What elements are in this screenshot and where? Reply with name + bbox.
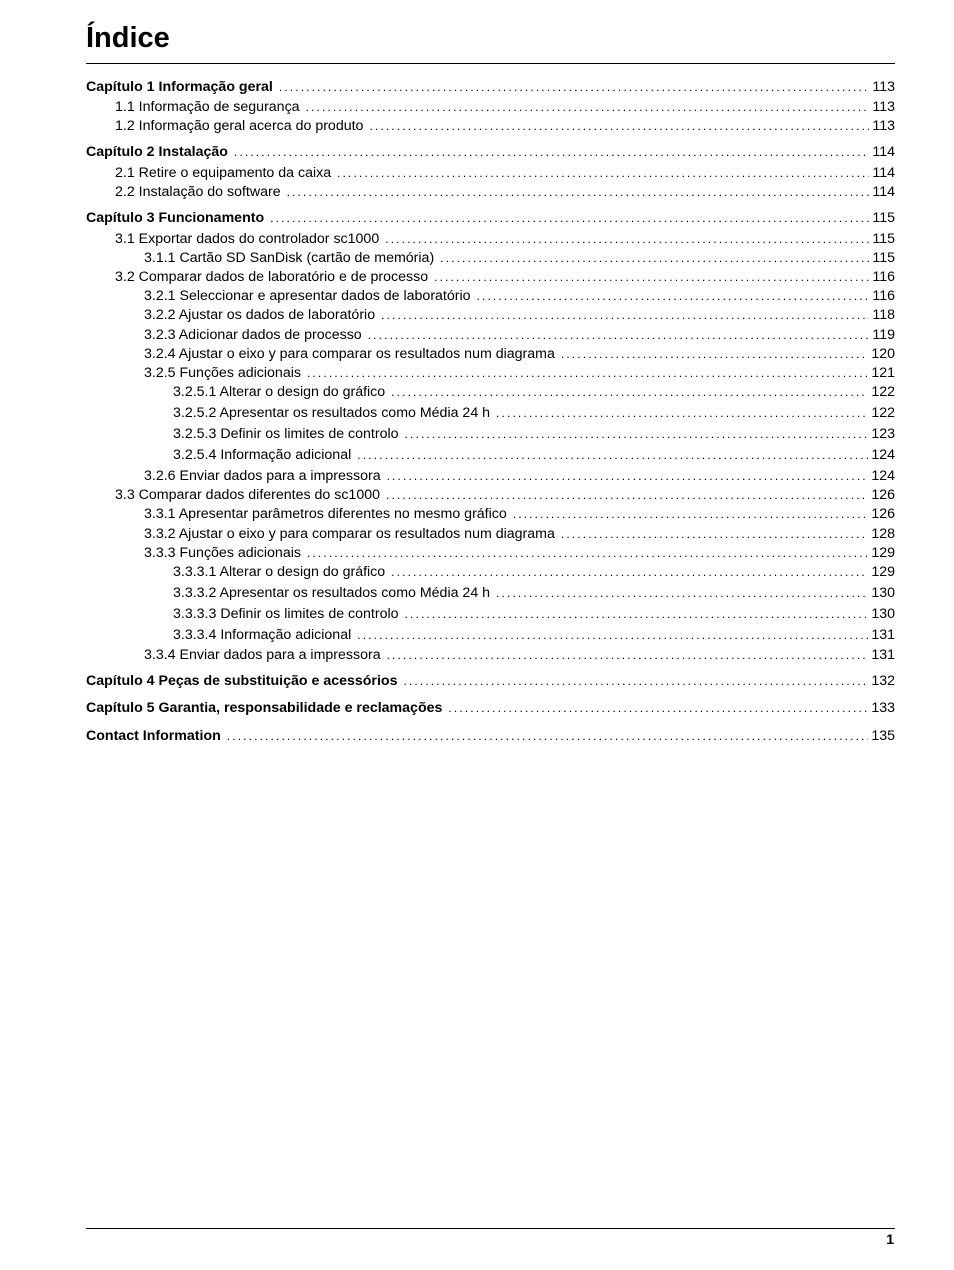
toc-entry-text[interactable]: 3.2.6 Enviar dados para a impressora <box>144 468 381 484</box>
toc-entry-page: 113 <box>872 118 895 134</box>
toc-entry-page: 133 <box>871 700 895 716</box>
dot-leader <box>369 117 869 135</box>
dot-leader <box>561 345 868 363</box>
toc-entry-page: 130 <box>871 585 895 601</box>
dot-leader <box>496 584 868 602</box>
dot-leader <box>234 143 869 161</box>
toc-entry-page: 113 <box>872 99 895 115</box>
toc-entry-text[interactable]: 3.3 Comparar dados diferentes do sc1000 <box>115 487 380 503</box>
toc-entry-page: 115 <box>872 231 895 247</box>
title-divider <box>86 63 895 64</box>
toc-entry-page: 114 <box>872 184 895 200</box>
toc-entry-text[interactable]: 3.3.3 Funções adicionais <box>144 545 301 561</box>
dot-leader <box>385 230 869 248</box>
toc-entry-page: 113 <box>872 79 895 95</box>
toc-entry-3-3-1[interactable] <box>144 505 895 523</box>
footer-divider <box>86 1228 895 1229</box>
toc-entry-1-1[interactable] <box>115 98 895 116</box>
toc-entry-3-2-6[interactable] <box>144 467 895 485</box>
toc-entry-text[interactable]: 3.2.5 Funções adicionais <box>144 365 301 381</box>
toc-entry-text[interactable]: Capítulo 5 Garantia, responsabilidade e reclamações <box>86 700 443 716</box>
toc-entry-page: 131 <box>871 647 895 663</box>
toc-entry-3-2-5[interactable] <box>144 364 895 382</box>
toc-entry-page: 131 <box>871 627 895 643</box>
toc-entry-text[interactable]: Capítulo 3 Funcionamento <box>86 210 265 226</box>
toc-entry-text[interactable]: 2.2 Instalação do software <box>115 184 281 200</box>
dot-leader <box>561 525 868 543</box>
dot-leader <box>337 164 869 182</box>
dot-leader <box>270 209 869 227</box>
dot-leader <box>403 672 868 690</box>
dot-leader <box>496 404 868 422</box>
toc-entry-3-3-3-1[interactable] <box>173 563 895 581</box>
dot-leader <box>477 287 870 305</box>
toc-entry-page: 129 <box>871 545 895 561</box>
toc-entry-2-2[interactable] <box>115 183 895 201</box>
page-title: Índice <box>86 22 170 54</box>
toc-entry-text[interactable]: 3.2 Comparar dados de laboratório e de processo <box>115 269 429 285</box>
dot-leader <box>357 626 868 644</box>
toc-entry-text[interactable]: 2.1 Retire o equipamento da caixa <box>115 165 332 181</box>
dot-leader <box>387 646 869 664</box>
toc-entry-text[interactable]: 3.2.2 Ajustar os dados de laboratório <box>144 307 376 323</box>
toc-entry-page: 128 <box>871 526 895 542</box>
dot-leader <box>306 98 870 116</box>
dot-leader <box>381 306 869 324</box>
dot-leader <box>405 605 869 623</box>
toc-entry-text[interactable]: 3.3.3.2 Apresentar os resultados como Média 24 h <box>173 585 491 601</box>
toc-entry-page: 123 <box>871 426 895 442</box>
toc-entry-3-3[interactable] <box>115 486 895 504</box>
dot-leader <box>279 78 870 96</box>
dot-leader <box>440 249 869 267</box>
toc-entry-text[interactable]: 3.2.4 Ajustar o eixo y para comparar os resultados num diagrama <box>144 346 555 362</box>
toc-entry-text[interactable]: 1.2 Informação geral acerca do produto <box>115 118 364 134</box>
toc-entry-text[interactable]: 1.1 Informação de segurança <box>115 99 300 115</box>
toc-entry-page: 135 <box>871 728 895 744</box>
toc-entry-text[interactable]: 3.2.5.1 Alterar o design do gráfico <box>173 384 386 400</box>
toc-entry-chapter-4[interactable] <box>86 672 895 690</box>
toc-entry-page: 118 <box>872 307 895 323</box>
toc-entry-text[interactable]: 3.2.3 Adicionar dados de processo <box>144 327 362 343</box>
dot-leader <box>287 183 870 201</box>
dot-leader <box>391 563 868 581</box>
toc-entry-3-2-5-2[interactable] <box>173 404 895 422</box>
toc-entry-text[interactable]: 3.3.4 Enviar dados para a impressora <box>144 647 381 663</box>
toc-entry-page: 115 <box>872 250 895 266</box>
dot-leader <box>386 486 868 504</box>
toc-entry-text[interactable]: Capítulo 4 Peças de substituição e acessórios <box>86 673 398 689</box>
toc-entry-page: 124 <box>871 468 895 484</box>
toc-entry-text[interactable]: 3.1 Exportar dados do controlador sc1000 <box>115 231 380 247</box>
dot-leader <box>307 544 868 562</box>
toc-entry-text[interactable]: 3.3.1 Apresentar parâmetros diferentes no mesmo gráfico <box>144 506 507 522</box>
toc-entry-text[interactable]: 3.2.5.2 Apresentar os resultados como Média 24 h <box>173 405 491 421</box>
dot-leader <box>307 364 868 382</box>
toc-entry-3-3-2[interactable] <box>144 525 895 543</box>
toc-entry-chapter-5[interactable] <box>86 699 895 717</box>
dot-leader <box>513 505 869 523</box>
dot-leader <box>405 425 869 443</box>
toc-entry-text[interactable]: Contact Information <box>86 728 221 744</box>
toc-entry-page: 126 <box>871 506 895 522</box>
toc-entry-3-2-5-4[interactable] <box>173 446 895 464</box>
dot-leader <box>227 727 869 745</box>
toc-entry-page: 116 <box>872 288 895 304</box>
toc-entry-contact-information[interactable] <box>86 727 895 745</box>
toc-entry-text[interactable]: Capítulo 1 Informação geral <box>86 79 273 95</box>
toc-entry-3-2-3[interactable] <box>144 326 895 344</box>
toc-entry-page: 122 <box>871 405 895 421</box>
toc-entry-3-3-3-3[interactable] <box>173 605 895 623</box>
dot-leader <box>448 699 868 717</box>
toc-entry-3-2-1[interactable] <box>144 287 895 305</box>
toc-entry-page: 119 <box>872 327 895 343</box>
toc-entry-text[interactable]: 3.1.1 Cartão SD SanDisk (cartão de memória) <box>144 250 435 266</box>
page-number: 1 <box>886 1231 894 1247</box>
toc-entry-page: 120 <box>871 346 895 362</box>
toc-entry-3-2-2[interactable] <box>144 306 895 324</box>
toc-entry-page: 126 <box>871 487 895 503</box>
toc-entry-3-3-3-2[interactable] <box>173 584 895 602</box>
toc-entry-chapter-3[interactable] <box>86 209 895 227</box>
toc-entry-page: 122 <box>871 384 895 400</box>
toc-entry-text[interactable]: 3.2.5.3 Definir os limites de controlo <box>173 426 399 442</box>
toc-entry-3-2[interactable] <box>115 268 895 286</box>
toc-entry-page: 115 <box>872 210 895 226</box>
toc-entry-text[interactable]: Capítulo 2 Instalação <box>86 144 228 160</box>
toc-entry-3-1-1[interactable] <box>144 249 895 267</box>
toc-entry-text[interactable]: 3.2.1 Seleccionar e apresentar dados de laboratório <box>144 288 471 304</box>
dot-leader <box>391 383 868 401</box>
dot-leader <box>387 467 869 485</box>
toc-entry-1-2[interactable] <box>115 117 895 135</box>
toc-entry-text[interactable]: 3.3.3.3 Definir os limites de controlo <box>173 606 399 622</box>
toc-entry-3-3-3[interactable] <box>144 544 895 562</box>
toc-entry-page: 114 <box>872 144 895 160</box>
toc-entry-chapter-2[interactable] <box>86 143 895 161</box>
dot-leader <box>434 268 869 286</box>
toc-entry-page: 124 <box>871 447 895 463</box>
toc-entry-3-3-3-4[interactable] <box>173 626 895 644</box>
toc-entry-text[interactable]: 3.3.3.1 Alterar o design do gráfico <box>173 564 386 580</box>
toc-entry-3-2-5-1[interactable] <box>173 383 895 401</box>
toc-entry-page: 130 <box>871 606 895 622</box>
toc-entry-chapter-1[interactable] <box>86 78 895 96</box>
dot-leader <box>368 326 870 344</box>
toc-entry-3-1[interactable] <box>115 230 895 248</box>
toc-entry-text[interactable]: 3.2.5.4 Informação adicional <box>173 447 352 463</box>
toc-entry-page: 121 <box>871 365 895 381</box>
toc-entry-3-2-4[interactable] <box>144 345 895 363</box>
toc-entry-3-3-4[interactable] <box>144 646 895 664</box>
dot-leader <box>357 446 868 464</box>
toc-entry-page: 114 <box>872 165 895 181</box>
toc-entry-3-2-5-3[interactable] <box>173 425 895 443</box>
toc-entry-page: 116 <box>872 269 895 285</box>
toc-entry-text[interactable]: 3.3.2 Ajustar o eixo y para comparar os resultados num diagrama <box>144 526 555 542</box>
toc-entry-page: 129 <box>871 564 895 580</box>
toc-entry-text[interactable]: 3.3.3.4 Informação adicional <box>173 627 352 643</box>
toc-entry-2-1[interactable] <box>115 164 895 182</box>
toc-entry-page: 132 <box>871 673 895 689</box>
